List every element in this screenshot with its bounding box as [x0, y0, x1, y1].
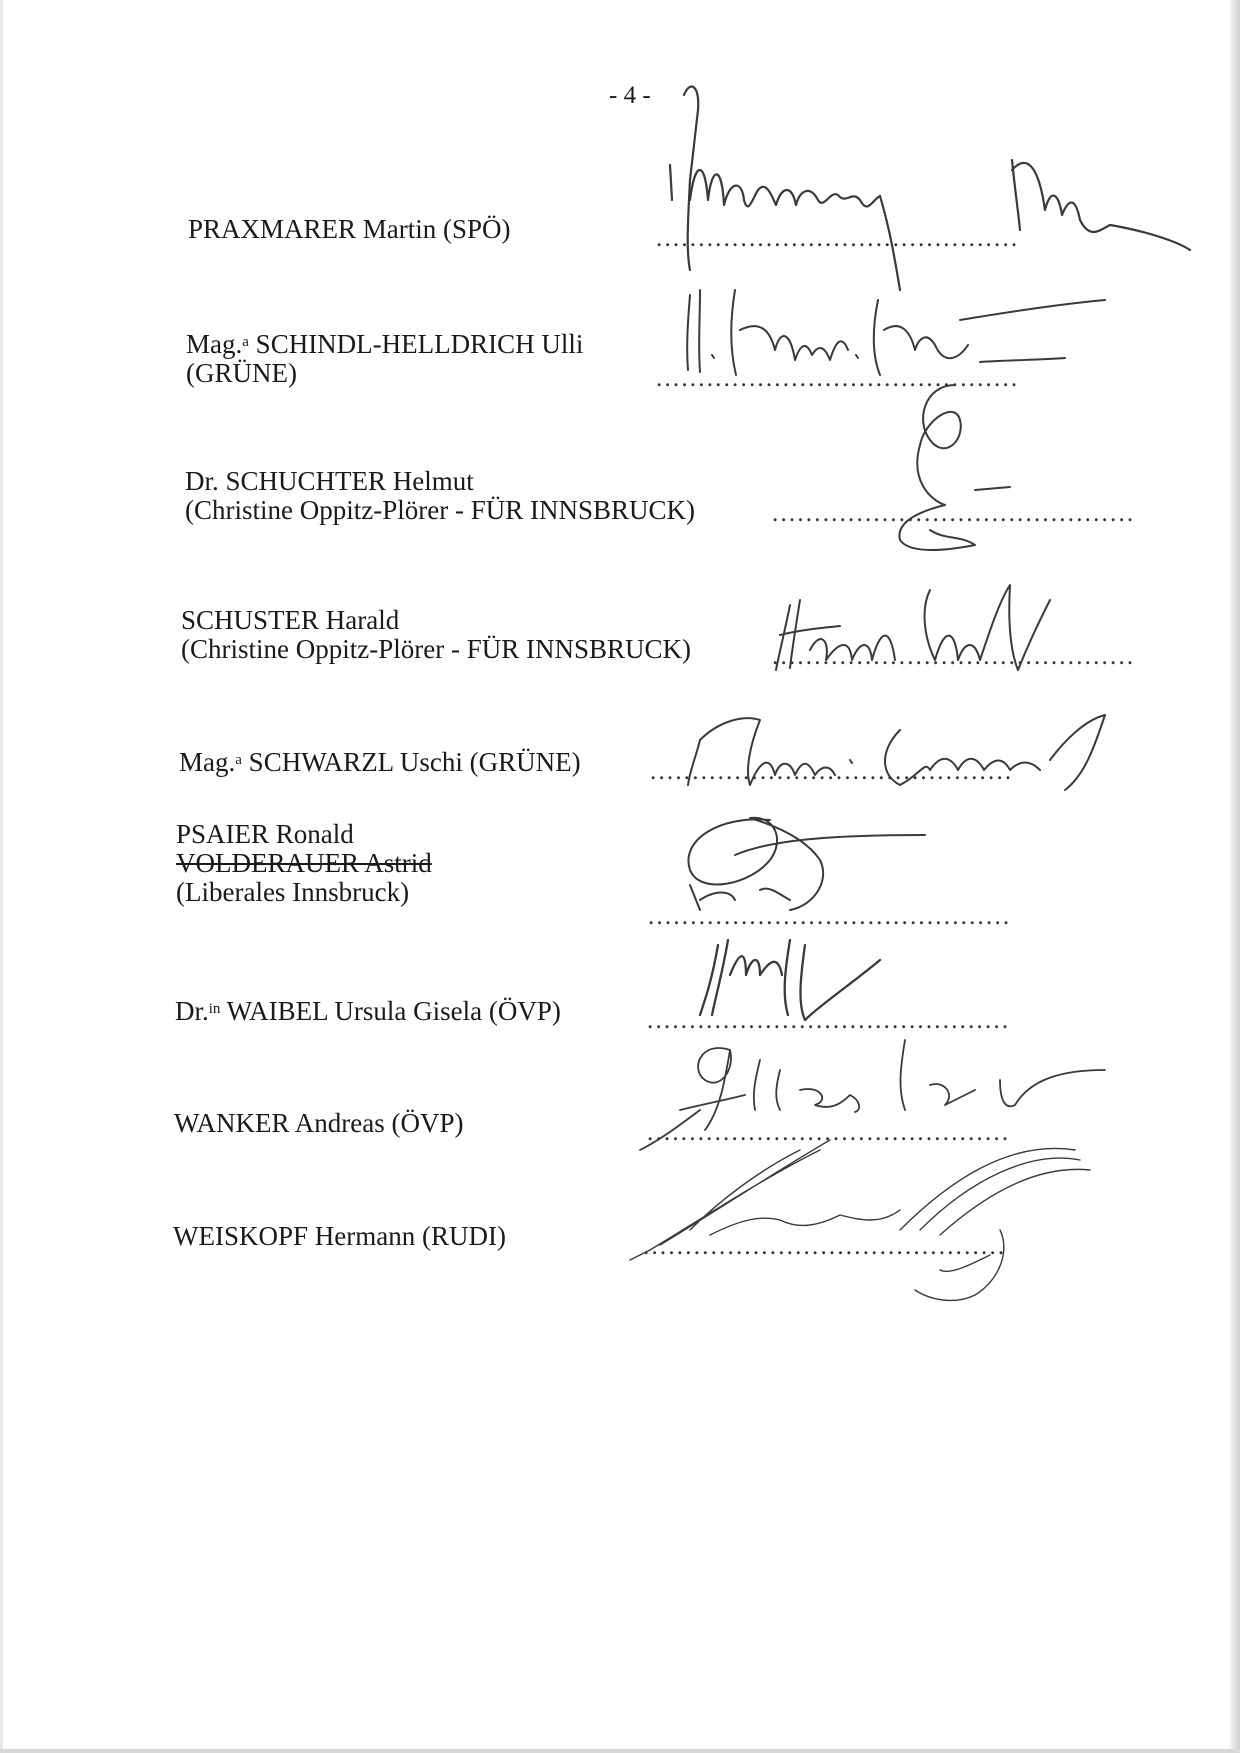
signatory-name: SCHUSTER Harald [181, 605, 400, 635]
title-superscript: in [208, 1001, 221, 1017]
signatory-schuster [181, 606, 691, 664]
signatory-name: PRAXMARER Martin (SPÖ) [188, 214, 511, 244]
signatory-party: (GRÜNE) [186, 358, 297, 388]
signature-line: ........................................... [647, 1007, 1011, 1034]
title-prefix: Dr. [175, 996, 209, 1026]
signatory-psaier [176, 820, 432, 907]
struck-name: VOLDERAUER Astrid [176, 848, 432, 878]
scan-edge-bottom [0, 1749, 1240, 1753]
signatory-schindl-helldrich [186, 330, 583, 388]
signature-weiskopf [630, 1140, 1090, 1300]
signatory-name: WEISKOPF Hermann (RUDI) [173, 1221, 506, 1251]
signatory-name: SCHWARZL Uschi (GRÜNE) [241, 747, 581, 777]
signatory-name: SCHINDL-HELLDRICH Ulli [248, 329, 584, 359]
signature-line: ........................................... [643, 1233, 1007, 1260]
signatory-praxmarer [188, 215, 511, 244]
signatory-party: (Christine Oppitz-Plörer - FÜR INNSBRUCK) [185, 495, 695, 525]
signatory-name: WAIBEL Ursula Gisela (ÖVP) [220, 996, 561, 1026]
signatory-party: (Liberales Innsbruck) [176, 877, 410, 907]
signatory-name: Dr. SCHUCHTER Helmut [185, 466, 474, 496]
page-number: - 4 - [609, 82, 651, 109]
signatory-waibel [175, 997, 561, 1026]
signatory-schuchter [185, 467, 695, 525]
signature-line: ........................................... [648, 903, 1012, 930]
signatory-name: PSAIER Ronald [176, 819, 354, 849]
signature-line: ........................................... [656, 365, 1020, 392]
scan-edge-right [1230, 0, 1240, 1753]
signatory-weiskopf [173, 1222, 506, 1251]
title-prefix: Mag. [186, 329, 243, 359]
signature-schindl-helldrich [687, 290, 1105, 375]
signature-line: ........................................... [647, 1119, 1011, 1146]
signature-line: ........................................... [656, 225, 1020, 252]
scan-edge-left [0, 0, 3, 1753]
title-prefix: Mag. [179, 747, 236, 777]
signature-praxmarer [670, 87, 1190, 290]
signatory-party: (Christine Oppitz-Plörer - FÜR INNSBRUCK) [181, 634, 691, 664]
signature-line: ........................................... [772, 643, 1136, 670]
signatory-name: WANKER Andreas (ÖVP) [174, 1108, 464, 1138]
title-superscript: a [235, 752, 242, 768]
title-superscript: a [242, 334, 249, 350]
signature-line: ........................................... [772, 500, 1136, 527]
signature-psaier [688, 818, 925, 910]
signature-line: ........................................... [650, 758, 1014, 785]
signatory-wanker [174, 1109, 463, 1138]
signatory-schwarzl [179, 748, 581, 777]
